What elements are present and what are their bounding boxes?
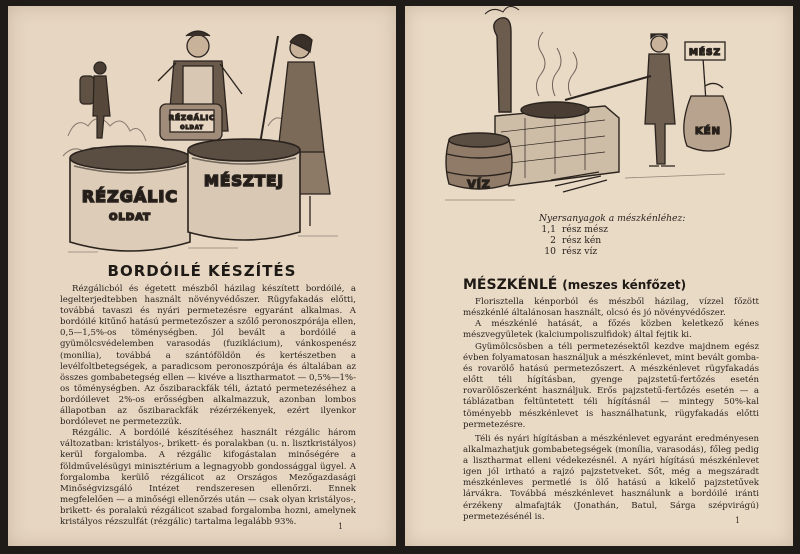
left-page — [8, 6, 396, 546]
vat-right-label: MÉSZTEJ — [204, 172, 284, 190]
bordoile-illustration — [8, 6, 396, 261]
meszkenle-body — [463, 342, 759, 431]
mesz-sign-label: MÉSZ — [688, 48, 722, 58]
drum-label-line2: OLDAT — [180, 125, 204, 131]
vat-left-sublabel: OLDAT — [109, 212, 151, 223]
page-title-bordoile: BORDÓILÉ KÉSZÍTÉS — [107, 262, 297, 280]
page-number: 1 — [735, 516, 741, 525]
recipe-amount: 2 — [550, 235, 556, 246]
recipe-ingredient: rész víz — [562, 246, 598, 257]
sack-label: KÉN — [695, 126, 721, 137]
recipe-table — [533, 213, 685, 257]
page-title-meszkenle — [463, 277, 686, 293]
recipe-ingredient: rész kén — [562, 235, 602, 246]
paragraph: A mészkénlé hatását, a főzés közben keletkező kénes mészvegyületek (kalciumpoliszulfidok) által fejtik ki. — [463, 319, 759, 341]
right-page — [405, 6, 793, 546]
recipe-amount: 1,1 — [541, 224, 556, 235]
recipe-row — [533, 246, 611, 257]
barrel-label: VÍZ — [467, 178, 491, 191]
meszkenle-intro — [463, 297, 759, 341]
recipe-row — [533, 235, 611, 246]
paragraph: Rézgálic. A bordóilé készítéséhez használt rézgálic három változatban: kristályos-, brikett- és poralakban (u. n. lisztkristályos) kerül forgalomba. A rézgálic kifogástalan minőségére a földművelésügyi minisztérium a legnagyobb gondossággal ügyel. A forgalomba kerülő rézgálicot az Országos Mezőgazdasági Minőségvizsgáló Intézet rendszeresen ellenőrzi. Ennek megfelelően — a minőségi ellenőrzés után — csak olyan kristályos-, brikett- és poralakú rézgálicot szabad forgalomba hozni, amelynek kristályos rézszulfát (rézgálic) tartalma legalább 93%. — [60, 428, 356, 527]
recipe-row — [533, 224, 611, 235]
paragraph: Florisztella kénporból és mészből házilag, vízzel főzött mészkénlé általánosan használt, olcsó és jó növényvédőszer. — [463, 297, 759, 319]
vat-left-label: RÉZGÁLIC — [81, 187, 179, 206]
bordoile-body — [60, 284, 356, 528]
page-number: 1 — [338, 522, 344, 531]
recipe-amount: 10 — [544, 246, 556, 257]
title-sub: (meszes kénfőzet) — [562, 278, 687, 292]
drum-label-line1: RÉZGÁLIC — [168, 114, 216, 122]
paragraph: Gyümölcsösben a téli permetezésektől kezdve majdnem egész évben folyamatosan használjuk a mészkénlevet, mint bevált gomba- és rovarölő hatású permetezőszert. A mészkénlevet rügyfakadás előtt téli hígításban, gyenge pajzstetű-fertőzés esetén rovarölőszerként használjuk. Erős pajzstetű-fertőzés esetén — a táblázatban feltüntetett téli hígításnál — mintegy 50%-kal töményebb mészkénlevet is használhatunk, rügyfakadás előtti permetezésre. — [463, 342, 759, 430]
title-main: MÉSZKÉNLÉ — [463, 277, 558, 293]
recipe-heading: Nyersanyagok a mészkénléhez: — [539, 213, 686, 224]
recipe-rows — [533, 224, 611, 257]
recipe-ingredient: rész mész — [562, 224, 609, 235]
paragraph: Rézgálicból és égetett mészből házilag készített bordóilé, a legelterjedtebben használt növényvédőszer. Rügyfakadás előtti, továbbá tavaszi és nyári permetezésre egyaránt alkalmas. A bordóilé kitűnő hatású permetezőszer a szőlő peronoszpórája ellen, 0,5—1,5%-os töménységben. Jól bevált a bordóilé a gyümölcsvédelemben varasodás (fuziklácium), vánkospenész (monilia), továbbá a szántóföldön és kertészetben a levélfoltbetegségek, a paradicsom peronoszpórája és általában az összes gombabetegség ellen — kivéve a lisztharmatot — 0,5%—1%-os töménységben. Az őszibarackfák téli, áztató permetezéséhez a bordóilevet 2%-os erősségben alkalmazzuk, azonban lombos állapotban az őszibarackfák rézérzékenyek, ezért ilyenkor bordólevet ne permetezzük. — [60, 284, 356, 428]
meszkenle-body-2 — [463, 434, 759, 523]
meszkenle-illustration — [405, 6, 793, 216]
paragraph: Téli és nyári hígításban a mészkénlevet egyaránt eredményesen alkalmazhatjuk gombabetegségek (monília, varasodás), főleg pedig a lisztharmat elleni védekezésnél. A nyári hígítású mészkénlevet igen jól irtható a rajzó pajzstetveket. Sőt, még a megszáradt mészkénleves permetlé is ölő hatású a kikelő pajzstetűvek lárvákra. Továbbá mészkénlevet használunk a bordóilé iránti érzékeny almafajták (Jonathán, Batul, Sárga szépvirágú) permetezésénél is. — [463, 434, 759, 522]
